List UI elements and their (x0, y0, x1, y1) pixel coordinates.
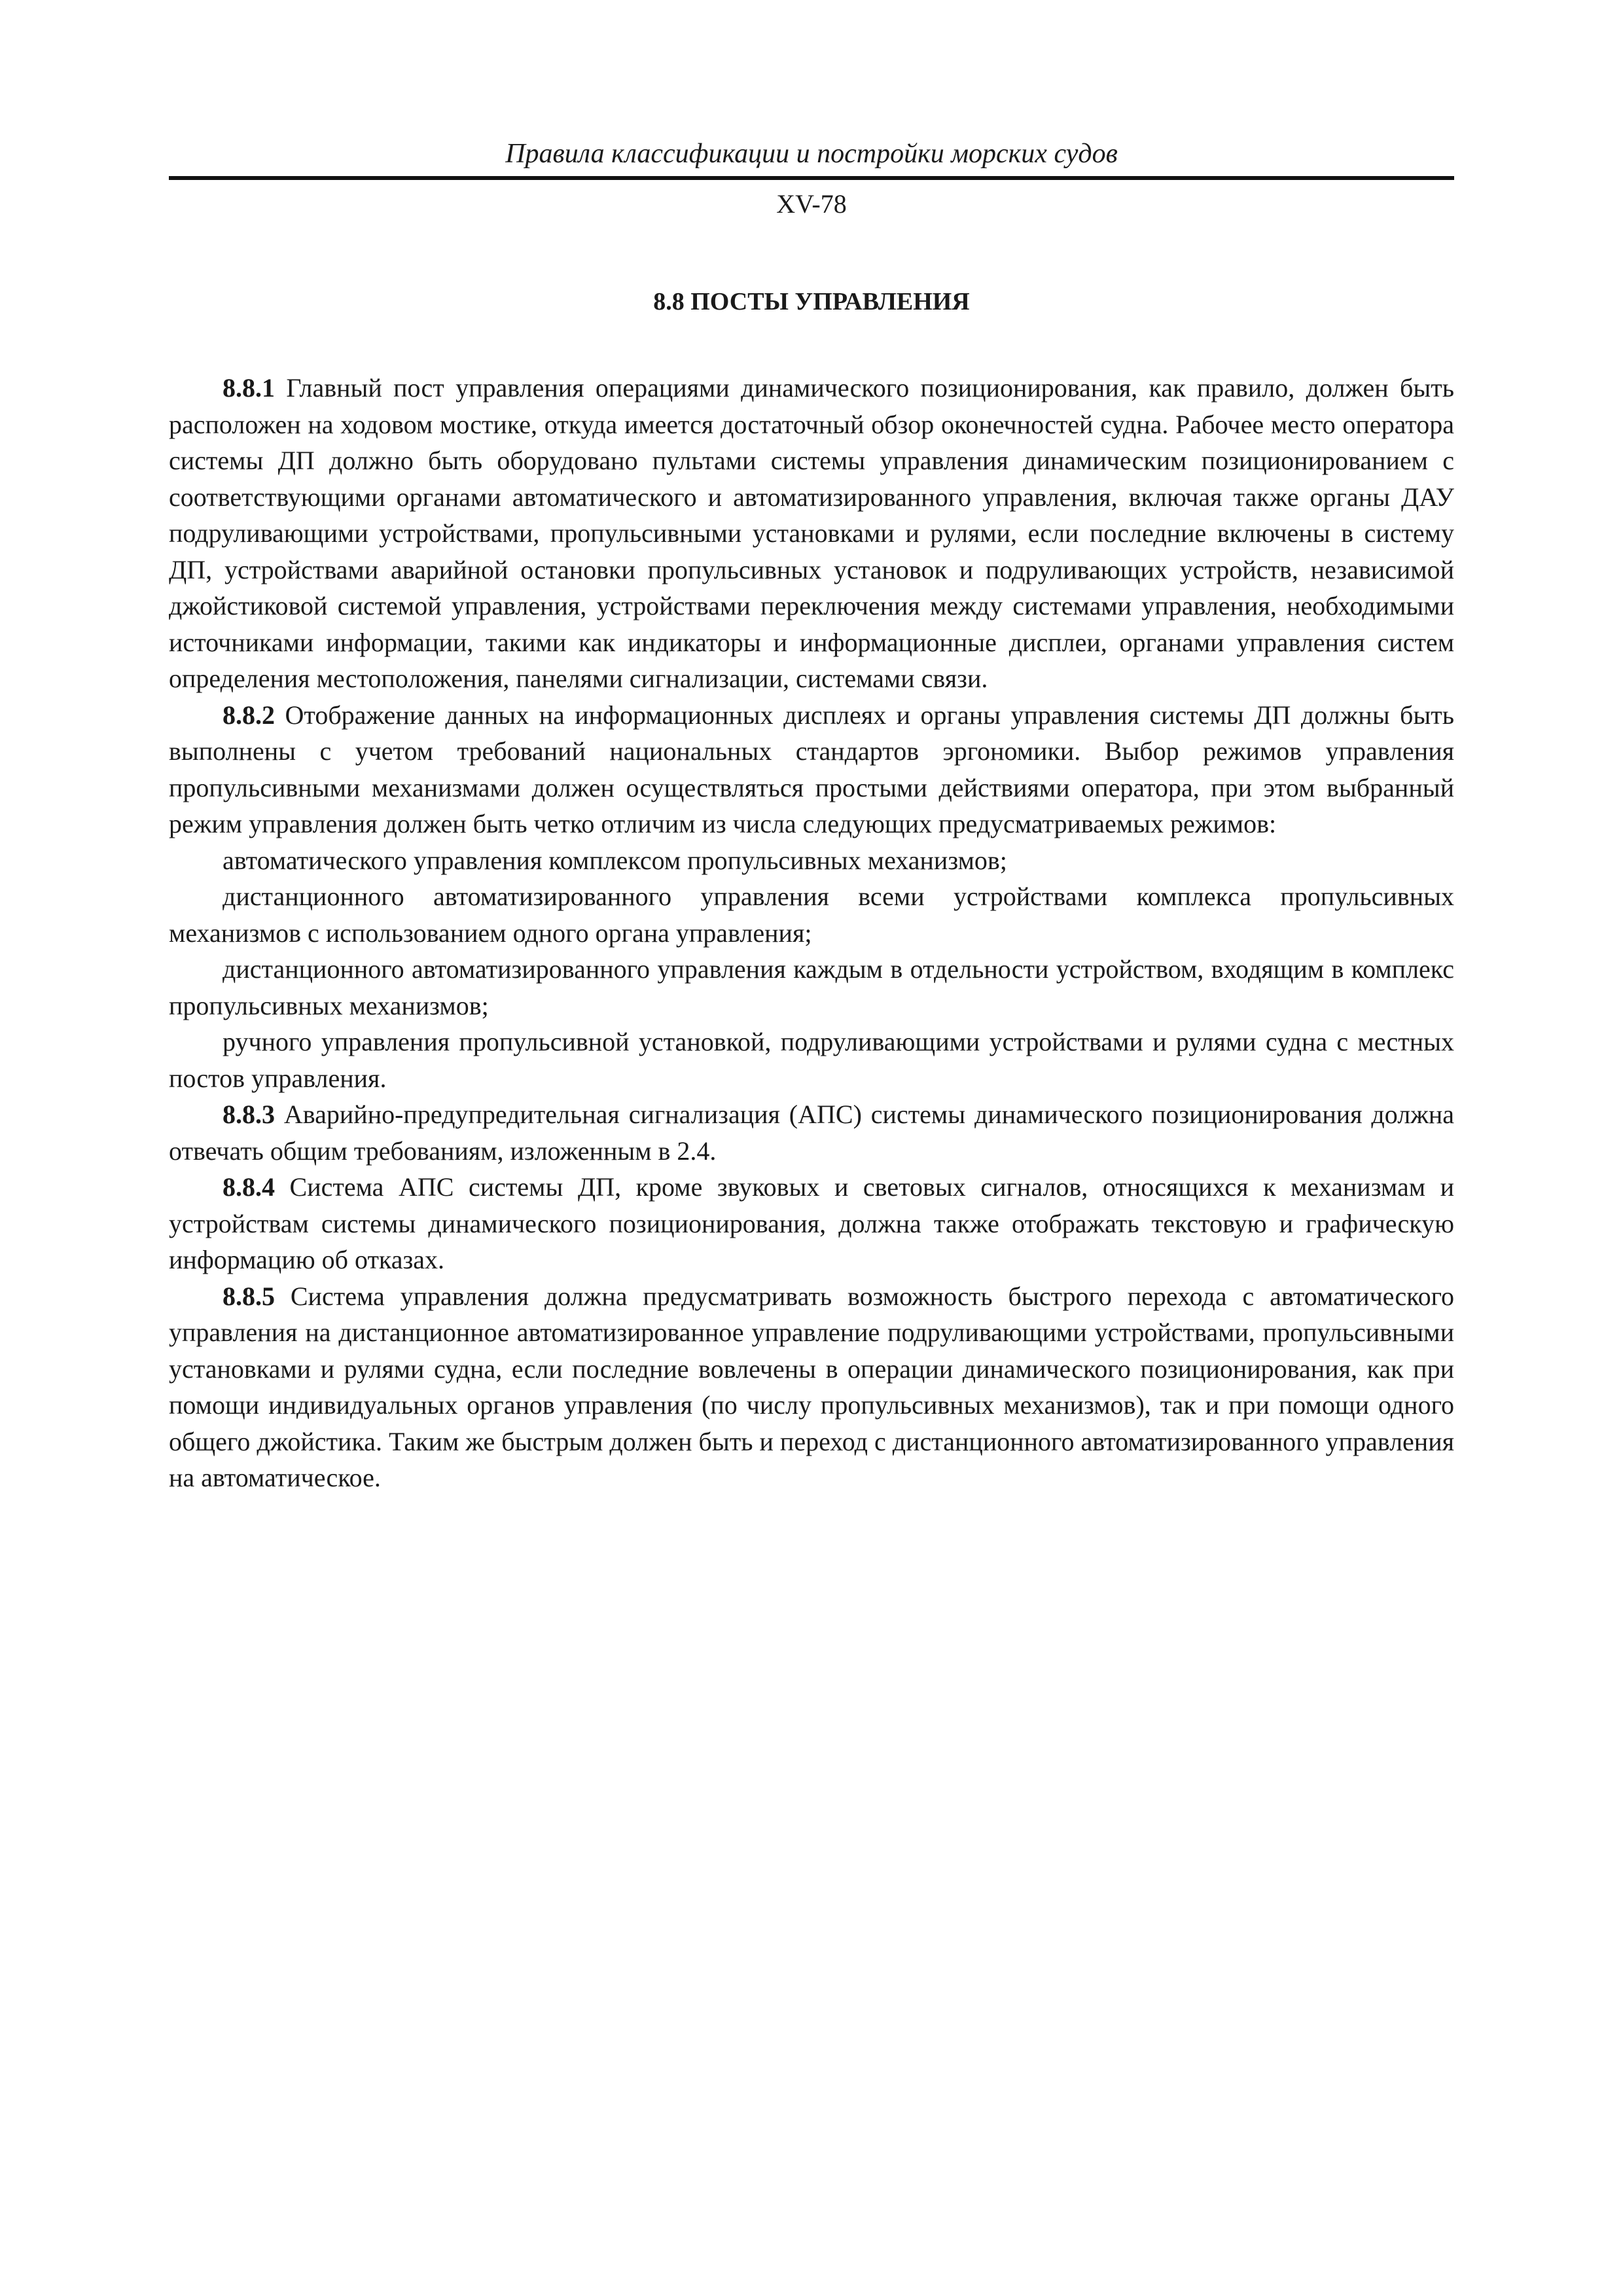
list-item-mode-remote-single (169, 878, 1454, 951)
running-title: Правила классификации и постройки морских судов (505, 139, 1118, 169)
paragraph-number: 8.8.4 (223, 1172, 275, 1202)
paragraph-text: Главный пост управления операциями динамического позиционирования, как правило, должен быть расположен на ходовом мостике, откуда имеется достаточный обзор оконечностей судна. Рабочее место оператора системы ДП должно быть оборудовано пультами системы управления динамическим позиционированием с соответствующими органами автоматического и автоматизированного управления, включая также органы ДАУ подруливающими устройствами, пропульсивными установками и рулями, если последние включены в систему ДП, устройствами аварийной остановки пропульсивных установок и подруливающих устройств, независимой джойстиковой системой управления, устройствами переключения между системами управления, необходимыми источниками информации, такими как индикаторы и информационные дисплеи, органами управления систем определения местоположения, панелями сигнализации, системами связи. (169, 373, 1454, 693)
page-number: XV-78 (776, 189, 847, 219)
paragraph-number: 8.8.1 (223, 373, 275, 403)
list-item-mode-remote-each (169, 951, 1454, 1024)
document-page (169, 134, 1454, 1496)
section-body (169, 370, 1454, 1496)
paragraph-text: ручного управления пропульсивной установкой, подруливающими устройствами и рулями судна с местных постов управления. (169, 1027, 1454, 1093)
paragraph-8-8-1 (169, 370, 1454, 697)
paragraph-text: Система управления должна предусматривать возможность быстрого перехода с автоматического управления на дистанционное автоматизированное управление подруливающими устройствами, пропульсивными установками и рулями судна, если последние вовлечены в операции динамического позиционирования, как при помощи индивидуальных органов управления (по числу пропульсивных механизмов), так и при помощи одного общего джойстика. Таким же быстрым должен быть и переход с дистанционного автоматизированного управления на автоматическое. (169, 1281, 1454, 1492)
paragraph-text: Аварийно-предупредительная сигнализация (АПС) системы динамического позиционирования должна отвечать общим требованиям, изложенным в 2.4. (169, 1100, 1454, 1166)
paragraph-text: дистанционного автоматизированного управления всеми устройствами комплекса пропульсивных механизмов с использованием одного органа управления; (169, 882, 1454, 948)
paragraph-text: автоматического управления комплексом пропульсивных механизмов; (223, 845, 1007, 875)
paragraph-8-8-5 (169, 1278, 1454, 1496)
paragraph-8-8-3 (169, 1096, 1454, 1169)
paragraph-text: дистанционного автоматизированного управления каждым в отдельности устройством, входящим в комплекс пропульсивных механизмов; (169, 954, 1454, 1020)
list-item-mode-auto (169, 842, 1454, 879)
paragraph-number: 8.8.3 (223, 1100, 275, 1129)
paragraph-number: 8.8.2 (223, 700, 275, 730)
paragraph-text: Отображение данных на информационных дисплеях и органы управления системы ДП должны быть выполнены с учетом требований национальных стандартов эргономики. Выбор режимов управления пропульсивными механизмами должен осуществляться простыми действиями оператора, при этом выбранный режим управления должен быть четко отличим из числа следующих предусматриваемых режимов: (169, 700, 1454, 838)
paragraph-text: Система АПС системы ДП, кроме звуковых и световых сигналов, относящихся к механизмам и устройствам системы динамического позиционирования, должна также отображать текстовую и графическую информацию об отказах. (169, 1172, 1454, 1274)
paragraph-8-8-4 (169, 1169, 1454, 1278)
paragraph-number: 8.8.5 (223, 1281, 275, 1311)
header-rule (169, 176, 1454, 180)
paragraph-8-8-2 (169, 697, 1454, 842)
list-item-mode-manual (169, 1024, 1454, 1096)
section-title: 8.8 ПОСТЫ УПРАВЛЕНИЯ (653, 288, 970, 315)
